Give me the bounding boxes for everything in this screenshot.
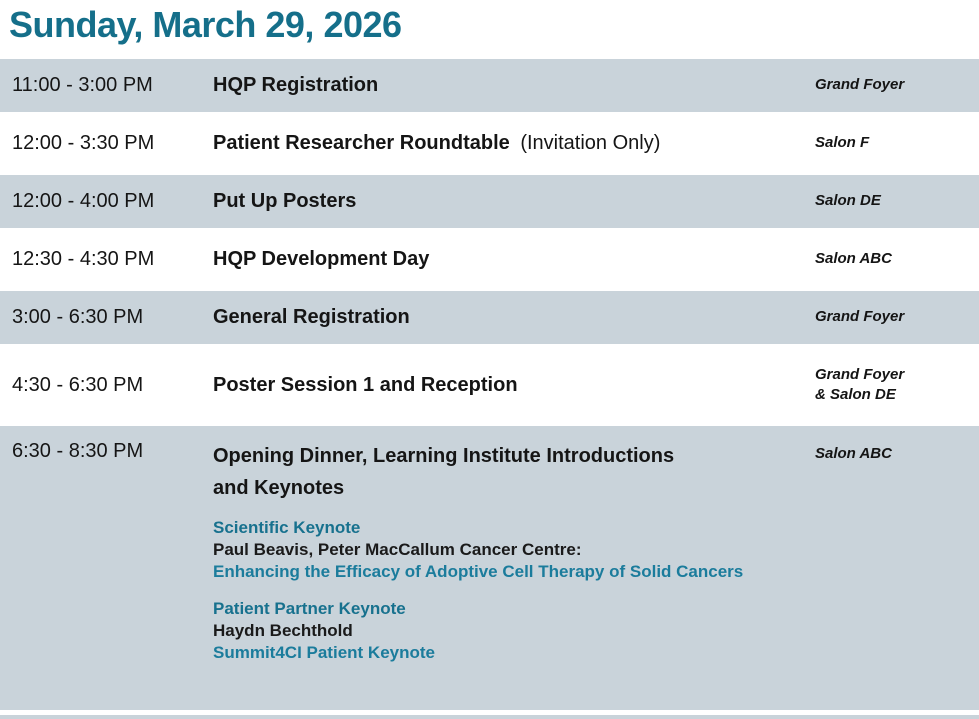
keynote-section [213,517,815,583]
event-location [815,365,979,406]
event-title [213,132,815,155]
keynote-talk-title: Enhancing the Efficacy of Adoptive Cell Therapy of Solid Cancers [213,561,744,581]
keynote-talk-title: Summit4CI Patient Keynote [213,642,435,662]
event-time: 11:00 - 3:00 PM [12,74,153,96]
event-location-line2: & Salon DE [815,386,896,403]
page-title: Sunday, March 29, 2026 [9,4,402,45]
event-location: Grand Foyer [815,308,905,326]
schedule-row [0,117,979,170]
schedule-row [0,233,979,286]
schedule-row [0,349,979,421]
event-location-line1: Grand Foyer [815,365,905,383]
event-location: Salon ABC [815,250,892,268]
event-location: Salon DE [815,192,881,210]
keynote-section [213,598,815,664]
event-time: 12:00 - 4:00 PM [12,190,155,212]
event-title: HQP Development Day [213,248,430,270]
event-title: General Registration [213,306,410,328]
keynote-speaker: Paul Beavis, Peter MacCallum Cancer Centre: [213,539,582,559]
event-title-line2: and Keynotes [213,477,345,500]
event-title-line1: Opening Dinner, Learning Institute Introductions [213,445,675,467]
event-time: 12:00 - 3:30 PM [12,132,155,154]
event-time: 6:30 - 8:30 PM [12,440,144,462]
event-location: Salon ABC [815,445,892,462]
schedule-row [0,426,979,710]
event-note: (Invitation Only) [520,132,661,154]
event-location: Grand Foyer [815,76,905,94]
keynote-heading: Scientific Keynote [213,517,361,537]
event-title [213,440,815,505]
event-title-text: Patient Researcher Roundtable [213,132,510,154]
next-row-edge [0,715,979,719]
event-time: 4:30 - 6:30 PM [12,373,144,396]
event-title: Poster Session 1 and Reception [213,373,518,396]
event-location: Salon F [815,134,870,152]
event-details [213,440,815,664]
schedule-row [0,291,979,344]
event-title: HQP Registration [213,74,379,96]
schedule-row [0,59,979,112]
page-header [0,0,979,59]
schedule-row [0,175,979,228]
schedule-table [0,59,979,710]
event-time: 3:00 - 6:30 PM [12,306,144,328]
keynote-heading: Patient Partner Keynote [213,598,406,618]
event-time: 12:30 - 4:30 PM [12,248,155,270]
keynote-speaker: Haydn Bechthold [213,620,353,640]
event-title: Put Up Posters [213,190,357,212]
